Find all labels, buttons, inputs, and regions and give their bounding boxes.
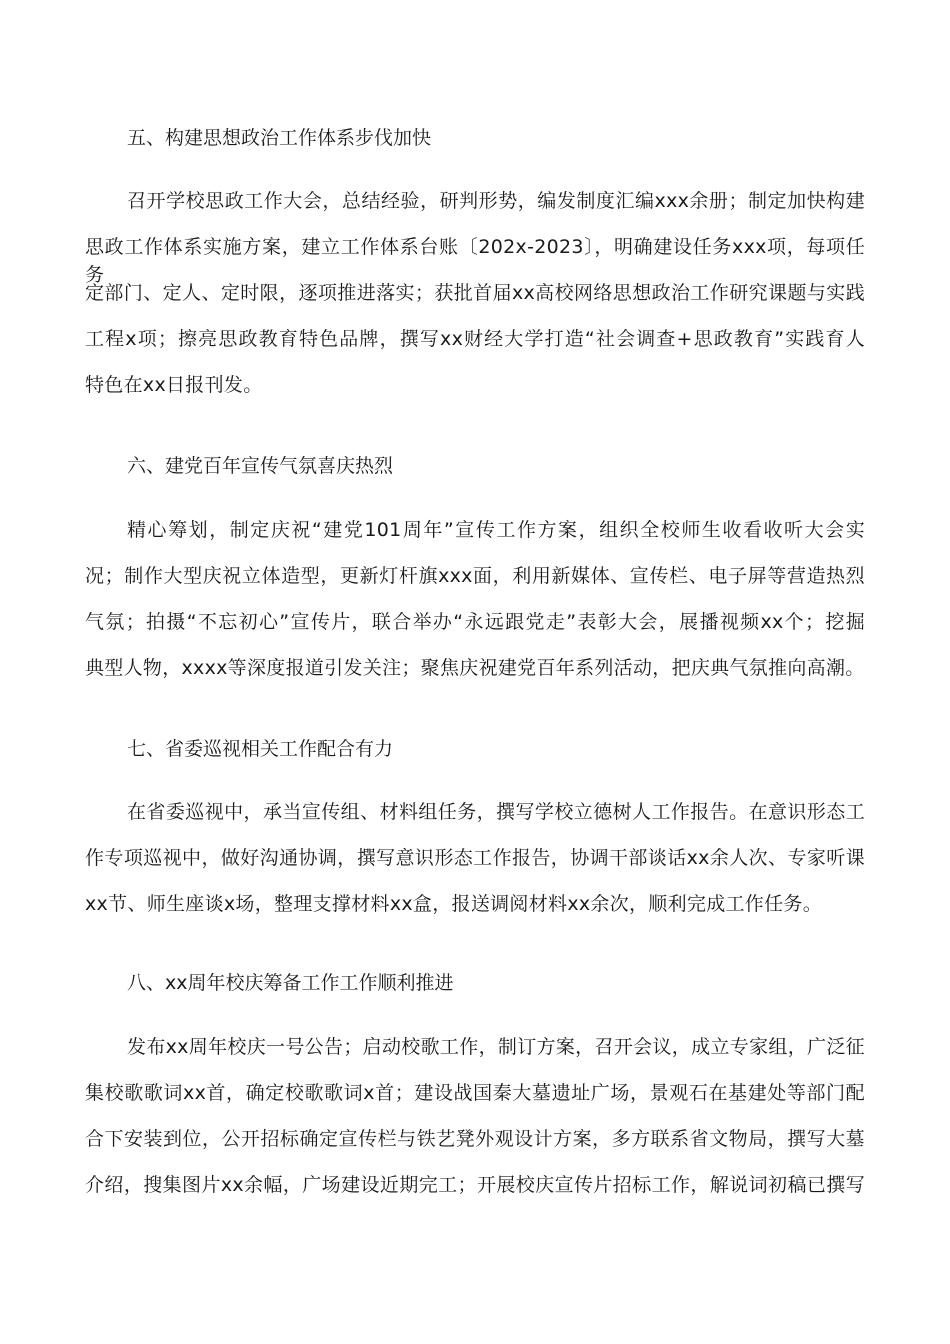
paragraph-line: 况；制作大型庆祝立体造型，更新灯杆旗xxx面，利用新媒体、宣传栏、电子屏等营造热烈	[85, 565, 865, 587]
section-paragraph-5	[85, 187, 865, 417]
paragraph-line: 特色在xx日报刊发。	[85, 374, 263, 396]
section-heading-6: 六、建党百年宣传气氛喜庆热烈	[127, 455, 394, 477]
section-paragraph-8	[85, 1033, 865, 1217]
paragraph-line: 介绍，搜集图片xx余幅，广场建设近期完工；开展校庆宣传片招标工作，解说词初稿已撰写	[85, 1174, 865, 1196]
paragraph-line: 思政工作体系实施方案，建立工作体系台账〔202x-2023〕，明确建设任务xxx项，每项任务	[85, 236, 865, 286]
paragraph-line: 气氛；拍摄“不忘初心”宣传片，联合举办“永远跟党走”表彰大会，展播视频xx个；挖掘	[85, 611, 865, 633]
paragraph-line: 作专项巡视中，做好沟通协调，撰写意识形态工作报告，协调干部谈话xx余人次、专家听课	[85, 847, 865, 869]
paragraph-line: 典型人物，xxxx等深度报道引发关注；聚焦庆祝建党百年系列活动，把庆典气氛推向高潮。	[85, 657, 865, 679]
paragraph-line: xx节、师生座谈x场，整理支撑材料xx盒，报送调阅材料xx余次，顺利完成工作任务。	[85, 893, 823, 915]
section-paragraph-6	[85, 516, 865, 700]
section-heading-5: 五、构建思想政治工作体系步伐加快	[127, 127, 432, 149]
paragraph-line: 定部门、定人、定时限，逐项推进落实；获批首届xx高校网络思想政治工作研究课题与实践	[85, 282, 865, 304]
paragraph-line: 召开学校思政工作大会，总结经验，研判形势，编发制度汇编xxx余册；制定加快构建	[127, 190, 865, 212]
section-heading-7: 七、省委巡视相关工作配合有力	[127, 738, 394, 760]
section-paragraph-7	[85, 798, 865, 936]
paragraph-line: 发布xx周年校庆一号公告；启动校歌工作，制订方案，召开会议，成立专家组，广泛征	[127, 1036, 865, 1058]
section-heading-8: 八、xx周年校庆筹备工作工作顺利推进	[127, 972, 454, 994]
paragraph-line: 精心筹划，制定庆祝“建党101周年”宣传工作方案，组织全校师生收看收听大会实	[127, 519, 865, 541]
paragraph-line: 合下安装到位，公开招标确定宣传栏与铁艺凳外观设计方案，多方联系省文物局，撰写大墓	[85, 1128, 865, 1150]
paragraph-line: 在省委巡视中，承当宣传组、材料组任务，撰写学校立德树人工作报告。在意识形态工	[127, 801, 865, 823]
paragraph-line: 集校歌歌词xx首，确定校歌歌词x首；建设战国秦大墓遗址广场，景观石在基建处等部门配	[85, 1082, 865, 1104]
paragraph-line: 工程x项；擦亮思政教育特色品牌，撰写xx财经大学打造“社会调查+思政教育”实践育人	[85, 328, 865, 350]
